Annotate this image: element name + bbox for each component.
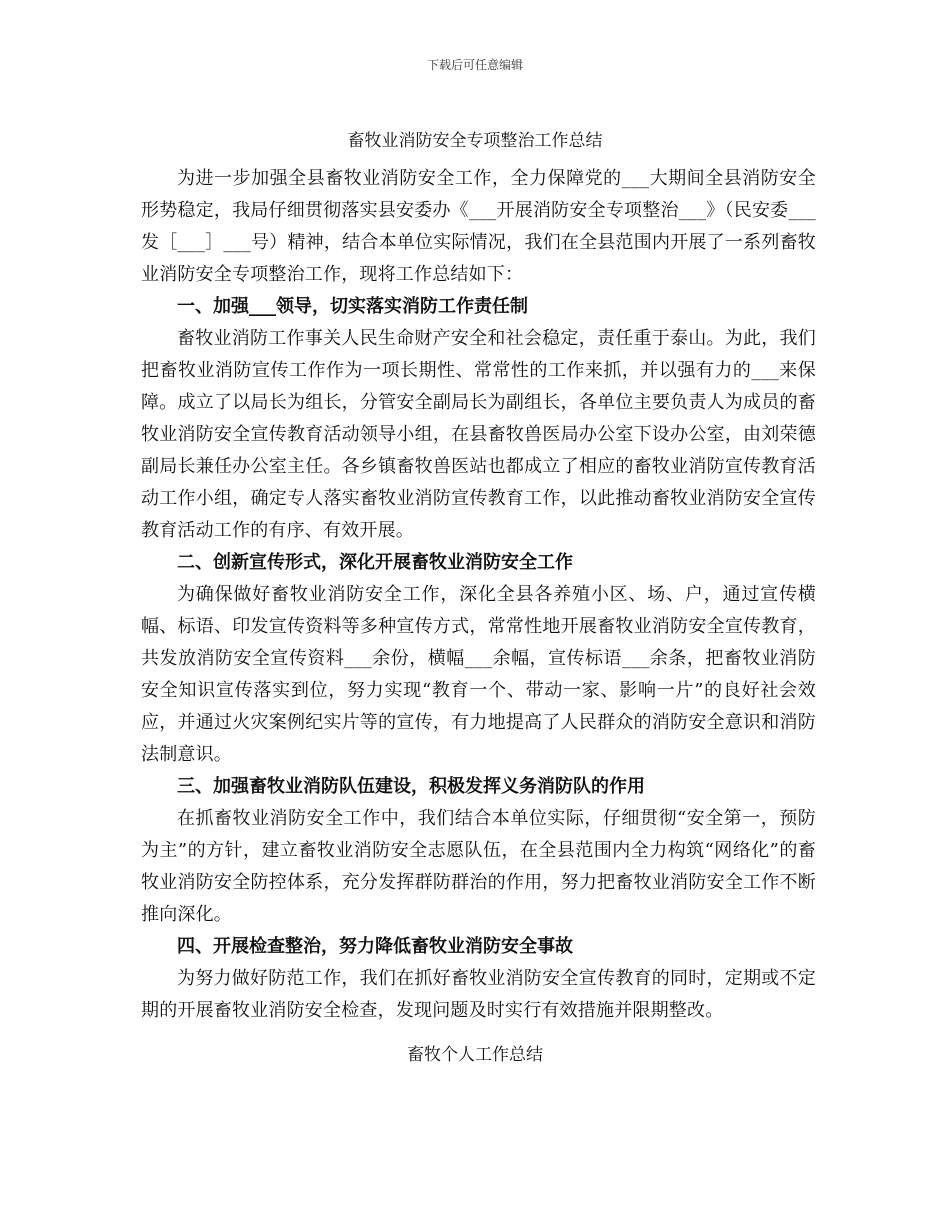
section-4-heading: 四、开展检查整治，努力降低畜牧业消防安全事故 — [177, 936, 573, 957]
section-3-heading: 三、加强畜牧业消防队伍建设，积极发挥义务消防队的作用 — [177, 776, 645, 797]
intro-paragraph: 为进一步加强全县畜牧业消防安全工作，全力保障党的___大期间全县消防安全形势稳定，我局仔细贯彻落实县安委办《___开展消防安全专项整治___》（民安委___发［___］___号）精神，结合本单位实际情况，我们在全县范围内开展了一系列畜牧业消防安全专项整治工作，现将工作总结如下： — [141, 168, 816, 285]
document-body — [141, 163, 816, 1027]
section-1-heading: 一、加强___领导，切实落实消防工作责任制 — [177, 296, 528, 317]
document-title: 畜牧业消防安全专项整治工作总结 — [347, 131, 603, 151]
header-note: 下载后可任意编辑 — [426, 58, 523, 72]
section-2-heading: 二、创新宣传形式，深化开展畜牧业消防安全工作 — [177, 552, 573, 573]
section-2-text: 为确保做好畜牧业消防安全工作，深化全县各养殖小区、场、户，通过宣传横幅、标语、印发宣传资料等多种宣传方式，常常性地开展畜牧业消防安全宣传教育，共发放消防安全宣传资料___余份，横幅___余幅，宣传标语___余条，把畜牧业消防安全知识宣传落实到位，努力实现“教育一个、带动一家、影响一片”的良好社会效应，并通过火灾案例纪实片等的宣传，有力地提高了人民群众的消防安全意识和消防法制意识。 — [141, 584, 816, 765]
section-1-text: 畜牧业消防工作事关人民生命财产安全和社会稳定，责任重于泰山。为此，我们把畜牧业消防宣传工作作为一项长期性、常常性的工作来抓，并以强有力的___来保障。成立了以局长为组长，分管安全副局长为副组长，各单位主要负责人为成员的畜牧业消防安全宣传教育活动领导小组，在县畜牧兽医局办公室下设办公室，由刘荣德副局长兼任办公室主任。各乡镇畜牧兽医站也都成立了相应的畜牧业消防宣传教育活动工作小组，确定专人落实畜牧业消防宣传教育工作，以此推动畜牧业消防安全宣传教育活动工作的有序、有效开展。 — [141, 328, 816, 541]
next-document-title: 畜牧个人工作总结 — [407, 1045, 543, 1065]
section-4-text: 为努力做好防范工作，我们在抓好畜牧业消防安全宣传教育的同时，定期或不定期的开展畜牧业消防安全检查，发现问题及时实行有效措施并限期整改。 — [141, 968, 816, 1021]
section-3-text: 在抓畜牧业消防安全工作中，我们结合本单位实际，仔细贯彻“安全第一，预防为主”的方针，建立畜牧业消防安全志愿队伍，在全县范围内全力构筑“网络化”的畜牧业消防安全防控体系，充分发挥群防群治的作用，努力把畜牧业消防安全工作不断推向深化。 — [141, 808, 816, 925]
